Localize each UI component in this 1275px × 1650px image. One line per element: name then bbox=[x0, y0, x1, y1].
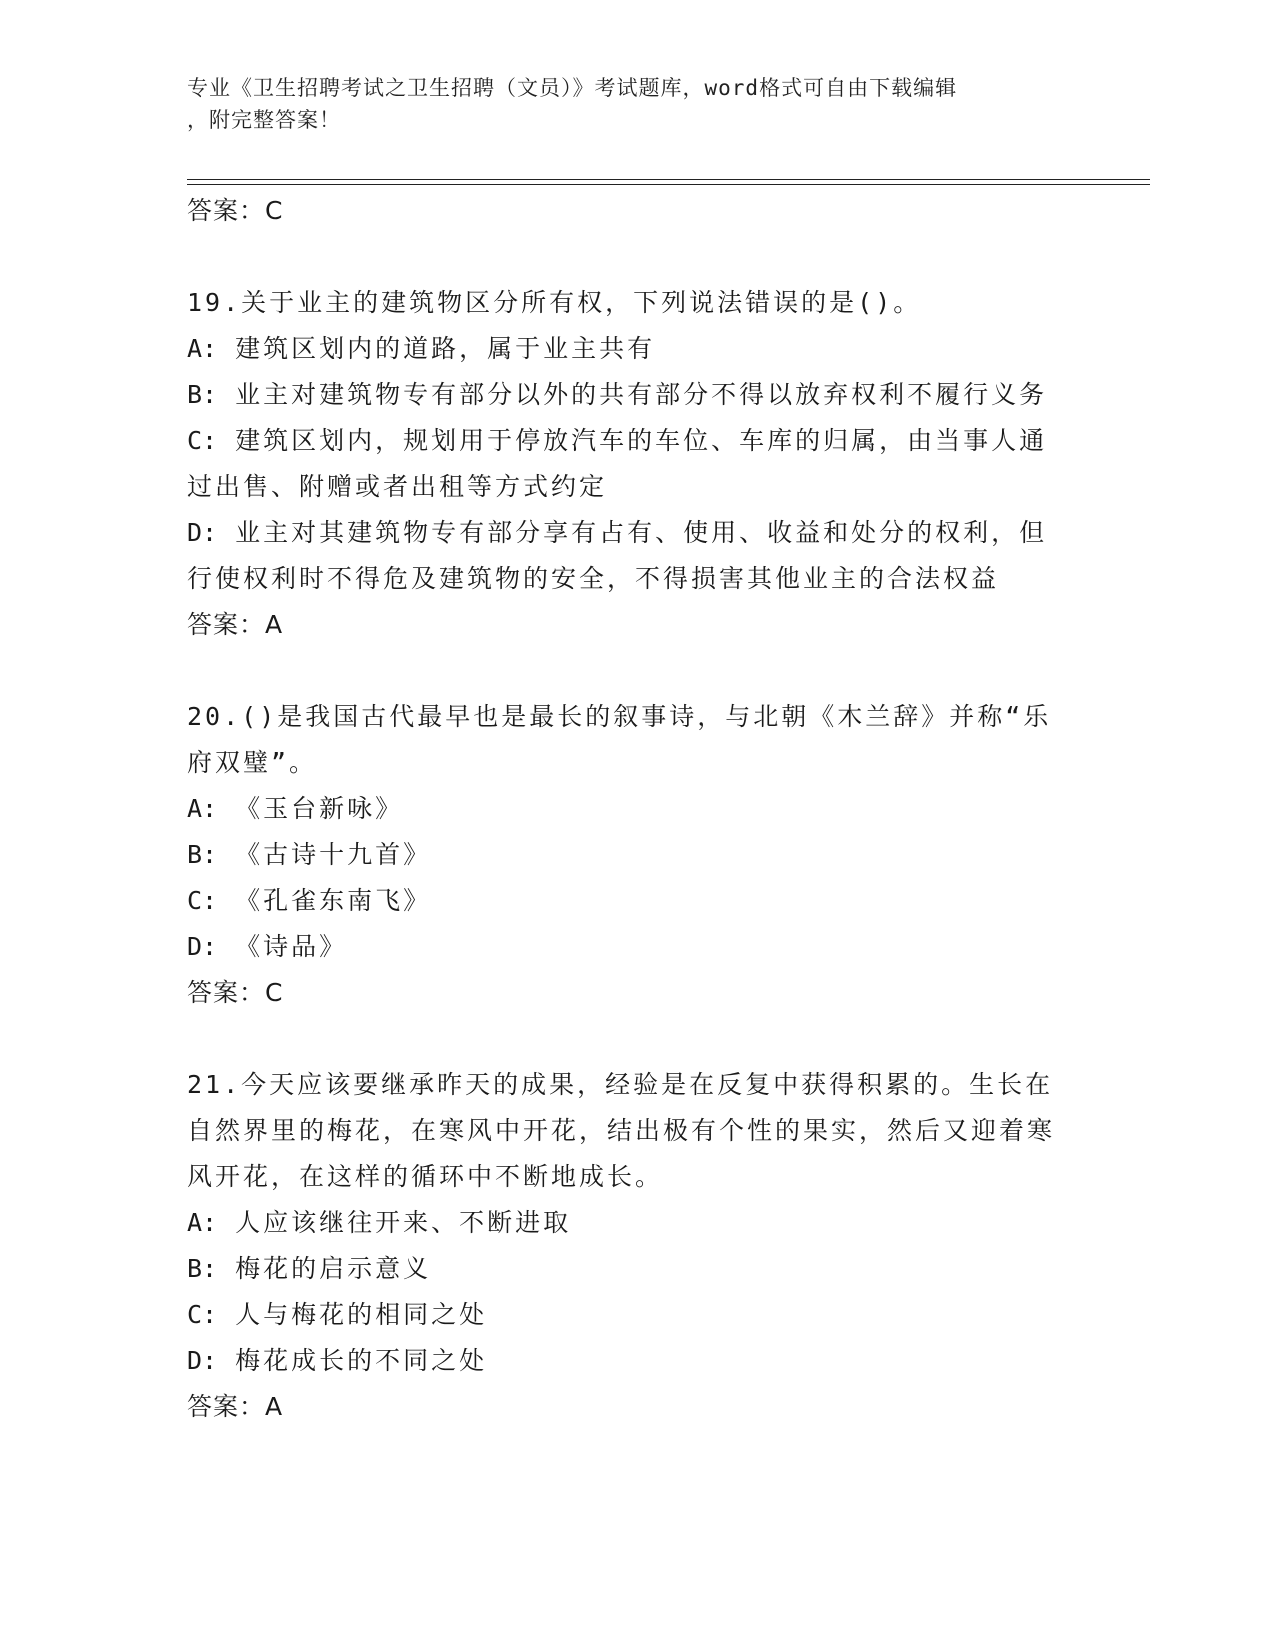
option-text: 梅花成长的不同之处 bbox=[235, 1346, 488, 1375]
question-21 bbox=[187, 1062, 1067, 1430]
option-letter: B: bbox=[187, 840, 218, 869]
option-letter: C: bbox=[187, 426, 218, 455]
option-text: 《孔雀东南飞》 bbox=[235, 886, 432, 915]
option-text: 业主对其建筑物专有部分享有占有、使用、收益和处分的权利，但行使权利时不得危及建筑物的安全，不得损害其他业主的合法权益 bbox=[187, 518, 1048, 593]
answer-line: 答案：C bbox=[187, 196, 284, 225]
option-a bbox=[187, 326, 1067, 372]
header-line-2: ，附完整答案！ bbox=[187, 108, 341, 132]
option-letter: A: bbox=[187, 794, 218, 823]
option-d bbox=[187, 1338, 1067, 1384]
option-b bbox=[187, 832, 1067, 878]
header-rule-bottom bbox=[187, 184, 1150, 185]
option-letter: D: bbox=[187, 932, 218, 961]
option-text: 建筑区划内，规划用于停放汽车的车位、车库的归属，由当事人通过出售、附赠或者出租等方式约定 bbox=[187, 426, 1048, 501]
option-b bbox=[187, 372, 1067, 418]
option-text: 建筑区划内的道路，属于业主共有 bbox=[235, 334, 656, 363]
option-letter: D: bbox=[187, 1346, 218, 1375]
question-19 bbox=[187, 280, 1067, 648]
option-a bbox=[187, 1200, 1067, 1246]
option-text: 人应该继往开来、不断进取 bbox=[235, 1208, 572, 1237]
option-d bbox=[187, 510, 1067, 602]
option-c bbox=[187, 418, 1067, 510]
option-letter: D: bbox=[187, 518, 218, 547]
option-letter: A: bbox=[187, 334, 218, 363]
question-stem: 20.()是我国古代最早也是最长的叙事诗，与北朝《木兰辞》并称“乐府双璧”。 bbox=[187, 702, 1052, 777]
answer-line: 答案：A bbox=[187, 1392, 284, 1421]
question-20 bbox=[187, 694, 1067, 1016]
option-letter: A: bbox=[187, 1208, 218, 1237]
document-body bbox=[187, 188, 1067, 1430]
option-text: 人与梅花的相同之处 bbox=[235, 1300, 488, 1329]
option-text: 《玉台新咏》 bbox=[235, 794, 404, 823]
answer-line: 答案：C bbox=[187, 978, 284, 1007]
page-header bbox=[187, 72, 1067, 136]
answer-line: 答案：A bbox=[187, 610, 284, 639]
option-c bbox=[187, 1292, 1067, 1338]
option-text: 业主对建筑物专有部分以外的共有部分不得以放弃权利不履行义务 bbox=[235, 380, 1048, 409]
option-letter: B: bbox=[187, 1254, 218, 1283]
option-letter: C: bbox=[187, 1300, 218, 1329]
option-d bbox=[187, 924, 1067, 970]
option-letter: C: bbox=[187, 886, 218, 915]
option-text: 梅花的启示意义 bbox=[235, 1254, 432, 1283]
option-c bbox=[187, 878, 1067, 924]
option-b bbox=[187, 1246, 1067, 1292]
header-line-1: 专业《卫生招聘考试之卫生招聘（文员）》考试题库，word格式可自由下载编辑 bbox=[187, 76, 958, 100]
question-stem: 21.今天应该要继承昨天的成果，经验是在反复中获得积累的。生长在自然界里的梅花，在寒风中开花，结出极有个性的果实，然后又迎着寒风开花，在这样的循环中不断地成长。 bbox=[187, 1070, 1056, 1191]
option-a bbox=[187, 786, 1067, 832]
option-text: 《诗品》 bbox=[235, 932, 348, 961]
option-text: 《古诗十九首》 bbox=[235, 840, 432, 869]
header-rule-top bbox=[187, 179, 1150, 180]
option-letter: B: bbox=[187, 380, 218, 409]
question-stem: 19.关于业主的建筑物区分所有权，下列说法错误的是()。 bbox=[187, 288, 922, 317]
